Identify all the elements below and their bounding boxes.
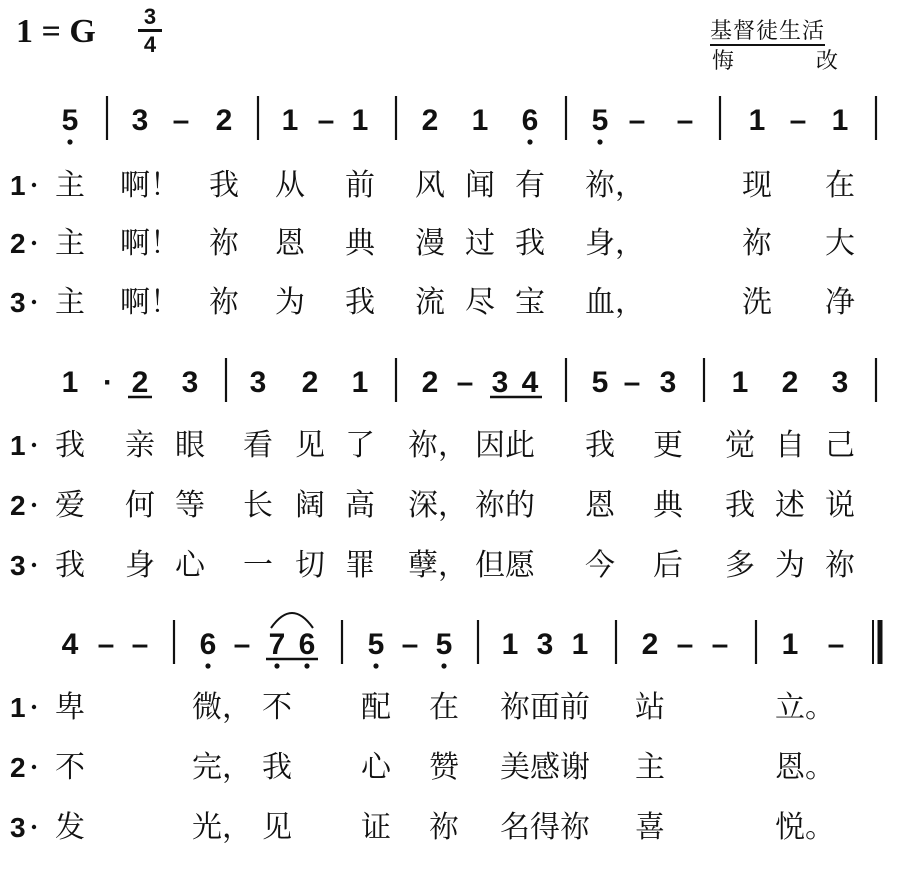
note: 1 — [351, 104, 369, 137]
verse-dot — [32, 183, 36, 187]
lyric-syllable: 典 — [653, 488, 683, 523]
lyric-syllable: 多 — [725, 548, 755, 583]
note: 1 — [748, 104, 766, 137]
slur — [271, 613, 313, 628]
octave-dot-below — [67, 139, 72, 144]
lyric-syllable: 罪 — [345, 548, 375, 583]
note: 3 — [491, 366, 509, 399]
lyric-syllable: 何 — [125, 488, 155, 523]
lyric-syllable: 主 — [635, 750, 665, 785]
note: 3 — [659, 366, 677, 399]
verse-number: 1 — [10, 430, 26, 461]
octave-dot-below — [597, 139, 602, 144]
note: 1 — [731, 366, 749, 399]
note: 6 — [199, 628, 217, 661]
note: 2 — [781, 366, 799, 399]
lyric-syllable: 不 — [262, 690, 292, 725]
lyric-syllable: 孽， — [408, 548, 468, 583]
lyric-syllable: 啊！ — [120, 168, 180, 203]
lyric-syllable: 悦。 — [775, 810, 835, 845]
note: 1 — [281, 104, 299, 137]
note: 5 — [61, 104, 79, 137]
lyric-syllable: 喜 — [635, 810, 665, 845]
lyric-syllable: 我 — [209, 168, 239, 203]
verse-number: 2 — [10, 490, 26, 521]
note: 6 — [298, 628, 316, 661]
octave-dot-below — [304, 663, 309, 668]
lyric-syllable: 我 — [585, 428, 615, 463]
lyric-syllable: 风 — [415, 168, 445, 203]
lyric-syllable: 等 — [175, 488, 205, 523]
lyric-syllable: 身 — [125, 548, 155, 583]
note: 3 — [181, 366, 199, 399]
lyric-syllable: 主 — [55, 226, 85, 261]
lyric-syllable: 为 — [775, 548, 805, 583]
lyric-syllable: 祢 — [209, 285, 239, 320]
note: 3 — [536, 628, 554, 661]
note: 3 — [249, 366, 267, 399]
lyric-syllable: 美感谢 — [500, 750, 590, 785]
time-signature-bottom: 4 — [143, 32, 157, 57]
note: – — [827, 628, 845, 661]
note: 5 — [367, 628, 385, 661]
lyric-syllable: 为 — [275, 285, 305, 320]
verse-dot — [32, 300, 36, 304]
verse-number: 3 — [10, 287, 26, 318]
lyric-syllable: 自 — [775, 428, 805, 463]
lyric-syllable: 在 — [825, 168, 855, 203]
lyric-syllable: 一 — [243, 548, 273, 583]
lyric-syllable: 心 — [175, 548, 205, 583]
lyric-syllable: 述 — [775, 488, 805, 523]
lyric-syllable: 祢 — [742, 226, 772, 261]
lyric-syllable: 我 — [262, 750, 292, 785]
lyric-syllable: 微， — [192, 690, 252, 725]
verse-number: 2 — [10, 752, 26, 783]
lyric-syllable: 心 — [361, 750, 391, 785]
lyric-syllable: 眼 — [175, 428, 205, 463]
lyric-syllable: 说 — [825, 488, 855, 523]
lyric-syllable: 深， — [408, 488, 468, 523]
note: · — [103, 366, 113, 399]
lyric-syllable: 切 — [295, 548, 325, 583]
verse-dot — [32, 563, 36, 567]
lyric-syllable: 卑 — [55, 690, 85, 725]
lyric-syllable: 后 — [653, 548, 683, 583]
lyric-syllable: 站 — [635, 690, 665, 725]
note: – — [401, 628, 419, 661]
note: 2 — [215, 104, 233, 137]
time-signature-top: 3 — [143, 4, 157, 29]
lyric-syllable: 祢的 — [475, 488, 535, 523]
note: – — [97, 628, 115, 661]
lyric-syllable: 赞 — [429, 750, 459, 785]
note: 2 — [421, 366, 439, 399]
lyric-syllable: 身， — [585, 226, 645, 261]
lyric-syllable: 名得祢 — [500, 810, 590, 845]
lyric-syllable: 过 — [465, 226, 495, 261]
verse-dot — [32, 443, 36, 447]
lyric-syllable: 祢 — [209, 226, 239, 261]
lyric-syllable: 祢 — [429, 810, 459, 845]
lyric-syllable: 完， — [192, 750, 252, 785]
lyric-syllable: 净 — [825, 285, 855, 320]
note: – — [711, 628, 729, 661]
lyric-syllable: 血， — [585, 285, 645, 320]
lyric-syllable: 祢面前 — [500, 690, 590, 725]
lyric-syllable: 漫 — [415, 226, 445, 261]
note: 5 — [591, 104, 609, 137]
lyric-syllable: 祢， — [408, 428, 468, 463]
lyric-syllable: 闻 — [465, 168, 495, 203]
verse-number: 2 — [10, 228, 26, 259]
lyric-syllable: 祢 — [825, 548, 855, 583]
note: – — [172, 104, 190, 137]
note: 2 — [301, 366, 319, 399]
verse-number: 3 — [10, 812, 26, 843]
key-signature: 1 = G — [16, 13, 96, 50]
lyric-syllable: 我 — [345, 285, 375, 320]
lyric-syllable: 主 — [55, 285, 85, 320]
credit-source: 基督徒生活 — [710, 18, 825, 46]
note: 1 — [61, 366, 79, 399]
lyric-syllable: 因此 — [475, 428, 535, 463]
lyric-syllable: 从 — [275, 168, 305, 203]
note: 5 — [591, 366, 609, 399]
lyric-syllable: 在 — [429, 690, 459, 725]
verse-number: 1 — [10, 692, 26, 723]
lyric-syllable: 祢， — [585, 168, 645, 203]
lyric-syllable: 配 — [361, 690, 391, 725]
lyric-syllable: 啊！ — [120, 285, 180, 320]
octave-dot-below — [274, 663, 279, 668]
note: 4 — [521, 366, 539, 399]
lyric-syllable: 我 — [55, 548, 85, 583]
credit-word-2: 改 — [816, 48, 839, 73]
lyric-syllable: 看 — [243, 428, 273, 463]
lyric-syllable: 发 — [55, 810, 85, 845]
lyric-syllable: 典 — [345, 226, 375, 261]
lyric-syllable: 恩 — [585, 488, 615, 523]
lyric-syllable: 大 — [825, 226, 855, 261]
lyric-syllable: 尽 — [465, 285, 495, 320]
note: 1 — [501, 628, 519, 661]
note: 2 — [131, 366, 149, 399]
note: 1 — [781, 628, 799, 661]
lyric-syllable: 证 — [361, 810, 391, 845]
lyric-syllable: 觉 — [725, 428, 755, 463]
note: 4 — [61, 628, 79, 661]
note: – — [628, 104, 646, 137]
lyric-syllable: 我 — [55, 428, 85, 463]
verse-dot — [32, 503, 36, 507]
octave-dot-below — [441, 663, 446, 668]
lyric-syllable: 我 — [515, 226, 545, 261]
lyric-syllable: 洗 — [742, 285, 772, 320]
lyric-syllable: 主 — [55, 168, 85, 203]
lyric-syllable: 恩。 — [775, 750, 835, 785]
lyric-syllable: 现 — [742, 168, 772, 203]
lyric-syllable: 但愿 — [475, 548, 535, 583]
lyric-syllable: 了 — [345, 428, 375, 463]
note: 1 — [571, 628, 589, 661]
lyric-syllable: 长 — [243, 488, 273, 523]
note: – — [131, 628, 149, 661]
note: – — [317, 104, 335, 137]
verse-dot — [32, 241, 36, 245]
lyric-syllable: 高 — [345, 488, 375, 523]
lyric-syllable: 亲 — [125, 428, 155, 463]
note: – — [233, 628, 251, 661]
lyric-syllable: 立。 — [775, 690, 835, 725]
note: 2 — [641, 628, 659, 661]
note: 1 — [471, 104, 489, 137]
note: – — [789, 104, 807, 137]
octave-dot-below — [205, 663, 210, 668]
octave-dot-below — [527, 139, 532, 144]
lyric-syllable: 见 — [262, 810, 292, 845]
lyric-syllable: 宝 — [515, 285, 545, 320]
lyric-syllable: 光， — [192, 810, 252, 845]
lyric-syllable: 己 — [825, 428, 855, 463]
lyric-syllable: 阔 — [295, 488, 325, 523]
note: 2 — [421, 104, 439, 137]
lyric-syllable: 啊！ — [120, 226, 180, 261]
note: 6 — [521, 104, 539, 137]
lyric-syllable: 前 — [345, 168, 375, 203]
note: 1 — [831, 104, 849, 137]
verse-dot — [32, 705, 36, 709]
lyric-syllable: 流 — [415, 285, 445, 320]
note: 3 — [831, 366, 849, 399]
note: – — [676, 104, 694, 137]
note: 7 — [268, 628, 286, 661]
lyric-syllable: 恩 — [275, 226, 305, 261]
note: 1 — [351, 366, 369, 399]
verse-dot — [32, 765, 36, 769]
lyric-syllable: 不 — [55, 750, 85, 785]
lyric-syllable: 今 — [585, 548, 615, 583]
lyric-syllable: 更 — [653, 428, 683, 463]
lyric-syllable: 见 — [295, 428, 325, 463]
note: 3 — [131, 104, 149, 137]
verse-dot — [32, 825, 36, 829]
verse-number: 1 — [10, 170, 26, 201]
verse-number: 3 — [10, 550, 26, 581]
note: – — [456, 366, 474, 399]
lyric-syllable: 我 — [725, 488, 755, 523]
lyric-syllable: 有 — [515, 168, 545, 203]
note: – — [676, 628, 694, 661]
note: 5 — [435, 628, 453, 661]
credit-word-1: 悔 — [712, 48, 735, 73]
note: – — [623, 366, 641, 399]
lyric-syllable: 爱 — [55, 488, 85, 523]
octave-dot-below — [373, 663, 378, 668]
